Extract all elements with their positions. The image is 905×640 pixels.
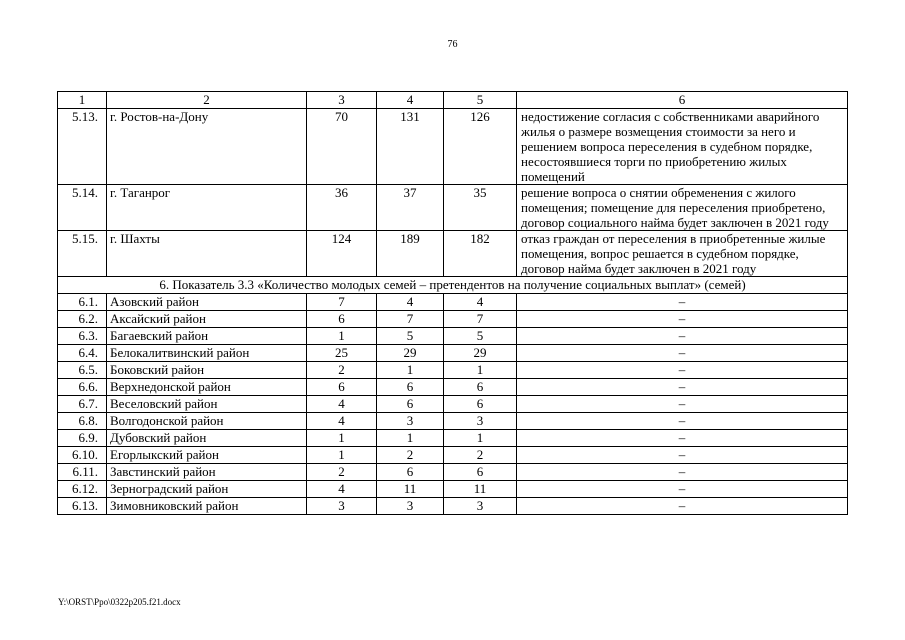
- header-cell: 3: [307, 92, 377, 109]
- municipality-name: Зимовниковский район: [107, 498, 307, 515]
- row-number: 6.5.: [58, 362, 107, 379]
- value-col4: 6: [377, 379, 444, 396]
- row-number: 6.7.: [58, 396, 107, 413]
- value-col5: 1: [444, 430, 517, 447]
- value-col4: 4: [377, 294, 444, 311]
- file-path-footer: Y:\ORST\Ppo\0322p205.f21.docx: [58, 597, 181, 607]
- table-row: [58, 311, 848, 328]
- row-number: 5.13.: [58, 109, 107, 185]
- note-text: –: [517, 464, 848, 481]
- row-number: 6.11.: [58, 464, 107, 481]
- municipality-name: Веселовский район: [107, 396, 307, 413]
- value-col5: 126: [444, 109, 517, 185]
- value-col5: 6: [444, 396, 517, 413]
- table-row: [58, 328, 848, 345]
- municipality-name: Белокалитвинский район: [107, 345, 307, 362]
- note-text: –: [517, 328, 848, 345]
- row-number: 6.3.: [58, 328, 107, 345]
- note-text: –: [517, 481, 848, 498]
- value-col3: 4: [307, 481, 377, 498]
- value-col3: 6: [307, 311, 377, 328]
- value-col4: 3: [377, 413, 444, 430]
- row-number: 6.1.: [58, 294, 107, 311]
- value-col5: 6: [444, 464, 517, 481]
- value-col4: 131: [377, 109, 444, 185]
- value-col5: 1: [444, 362, 517, 379]
- header-row: [58, 92, 848, 109]
- note-text: недостижение согласия с собственниками аварийного жилья о размере возмещения стоимости за него и решением вопроса переселения в судебном порядке, несостоявшиеся торги по приобретению жилых помещений: [517, 109, 848, 185]
- value-col5: 6: [444, 379, 517, 396]
- table-row: [58, 481, 848, 498]
- value-col3: 6: [307, 379, 377, 396]
- header-cell: 1: [58, 92, 107, 109]
- value-col5: 5: [444, 328, 517, 345]
- table-row: [58, 447, 848, 464]
- value-col5: 2: [444, 447, 517, 464]
- municipality-name: г. Ростов-на-Дону: [107, 109, 307, 185]
- value-col5: 3: [444, 413, 517, 430]
- value-col5: 11: [444, 481, 517, 498]
- municipality-name: Волгодонской район: [107, 413, 307, 430]
- row-number: 6.4.: [58, 345, 107, 362]
- note-text: решение вопроса о снятии обременения с жилого помещения; помещение для переселения приобретено, договор социального найма будет заключен в 2021 году: [517, 185, 848, 231]
- value-col4: 29: [377, 345, 444, 362]
- value-col3: 25: [307, 345, 377, 362]
- row-number: 6.6.: [58, 379, 107, 396]
- value-col3: 1: [307, 430, 377, 447]
- value-col3: 124: [307, 231, 377, 277]
- value-col5: 7: [444, 311, 517, 328]
- note-text: –: [517, 430, 848, 447]
- value-col4: 6: [377, 396, 444, 413]
- data-table: [57, 91, 848, 515]
- value-col4: 3: [377, 498, 444, 515]
- header-cell: 6: [517, 92, 848, 109]
- note-text: –: [517, 294, 848, 311]
- row-number: 6.9.: [58, 430, 107, 447]
- note-text: –: [517, 447, 848, 464]
- value-col3: 1: [307, 447, 377, 464]
- value-col3: 36: [307, 185, 377, 231]
- note-text: –: [517, 345, 848, 362]
- table-row: [58, 231, 848, 277]
- note-text: –: [517, 311, 848, 328]
- municipality-name: Боковский район: [107, 362, 307, 379]
- value-col4: 6: [377, 464, 444, 481]
- page-number: 76: [447, 39, 458, 50]
- municipality-name: Верхнедонской район: [107, 379, 307, 396]
- note-text: –: [517, 379, 848, 396]
- note-text: –: [517, 396, 848, 413]
- row-number: 5.15.: [58, 231, 107, 277]
- row-number: 6.10.: [58, 447, 107, 464]
- table-row: [58, 294, 848, 311]
- municipality-name: Зерноградский район: [107, 481, 307, 498]
- value-col4: 189: [377, 231, 444, 277]
- row-number: 6.2.: [58, 311, 107, 328]
- note-text: –: [517, 413, 848, 430]
- table-row: [58, 185, 848, 231]
- row-number: 6.13.: [58, 498, 107, 515]
- table-row: [58, 413, 848, 430]
- value-col4: 11: [377, 481, 444, 498]
- value-col5: 4: [444, 294, 517, 311]
- header-cell: 4: [377, 92, 444, 109]
- municipality-name: Багаевский район: [107, 328, 307, 345]
- note-text: –: [517, 362, 848, 379]
- value-col3: 4: [307, 413, 377, 430]
- note-text: –: [517, 498, 848, 515]
- table-row: [58, 345, 848, 362]
- note-text: отказ граждан от переселения в приобретенные жилые помещения, вопрос решается в судебном порядке, договор найма будет заключен в 2021 году: [517, 231, 848, 277]
- table-row: [58, 498, 848, 515]
- table-row: [58, 464, 848, 481]
- value-col3: 7: [307, 294, 377, 311]
- municipality-name: г. Шахты: [107, 231, 307, 277]
- value-col3: 2: [307, 464, 377, 481]
- header-cell: 5: [444, 92, 517, 109]
- municipality-name: Дубовский район: [107, 430, 307, 447]
- row-number: 6.12.: [58, 481, 107, 498]
- municipality-name: Азовский район: [107, 294, 307, 311]
- value-col4: 7: [377, 311, 444, 328]
- value-col3: 2: [307, 362, 377, 379]
- table-row: [58, 109, 848, 185]
- value-col3: 1: [307, 328, 377, 345]
- value-col4: 5: [377, 328, 444, 345]
- value-col5: 3: [444, 498, 517, 515]
- municipality-name: Завстинский район: [107, 464, 307, 481]
- table-row: [58, 379, 848, 396]
- header-cell: 2: [107, 92, 307, 109]
- value-col3: 4: [307, 396, 377, 413]
- section-title-row: [58, 277, 848, 294]
- municipality-name: Аксайский район: [107, 311, 307, 328]
- section-title: 6. Показатель 3.3 «Количество молодых семей – претендентов на получение социальных выплат» (семей): [58, 277, 848, 294]
- value-col4: 1: [377, 362, 444, 379]
- table-row: [58, 430, 848, 447]
- value-col3: 70: [307, 109, 377, 185]
- municipality-name: г. Таганрог: [107, 185, 307, 231]
- row-number: 5.14.: [58, 185, 107, 231]
- value-col5: 35: [444, 185, 517, 231]
- municipality-name: Егорлыкский район: [107, 447, 307, 464]
- value-col5: 29: [444, 345, 517, 362]
- value-col3: 3: [307, 498, 377, 515]
- table-row: [58, 362, 848, 379]
- value-col5: 182: [444, 231, 517, 277]
- value-col4: 1: [377, 430, 444, 447]
- row-number: 6.8.: [58, 413, 107, 430]
- value-col4: 37: [377, 185, 444, 231]
- table-row: [58, 396, 848, 413]
- value-col4: 2: [377, 447, 444, 464]
